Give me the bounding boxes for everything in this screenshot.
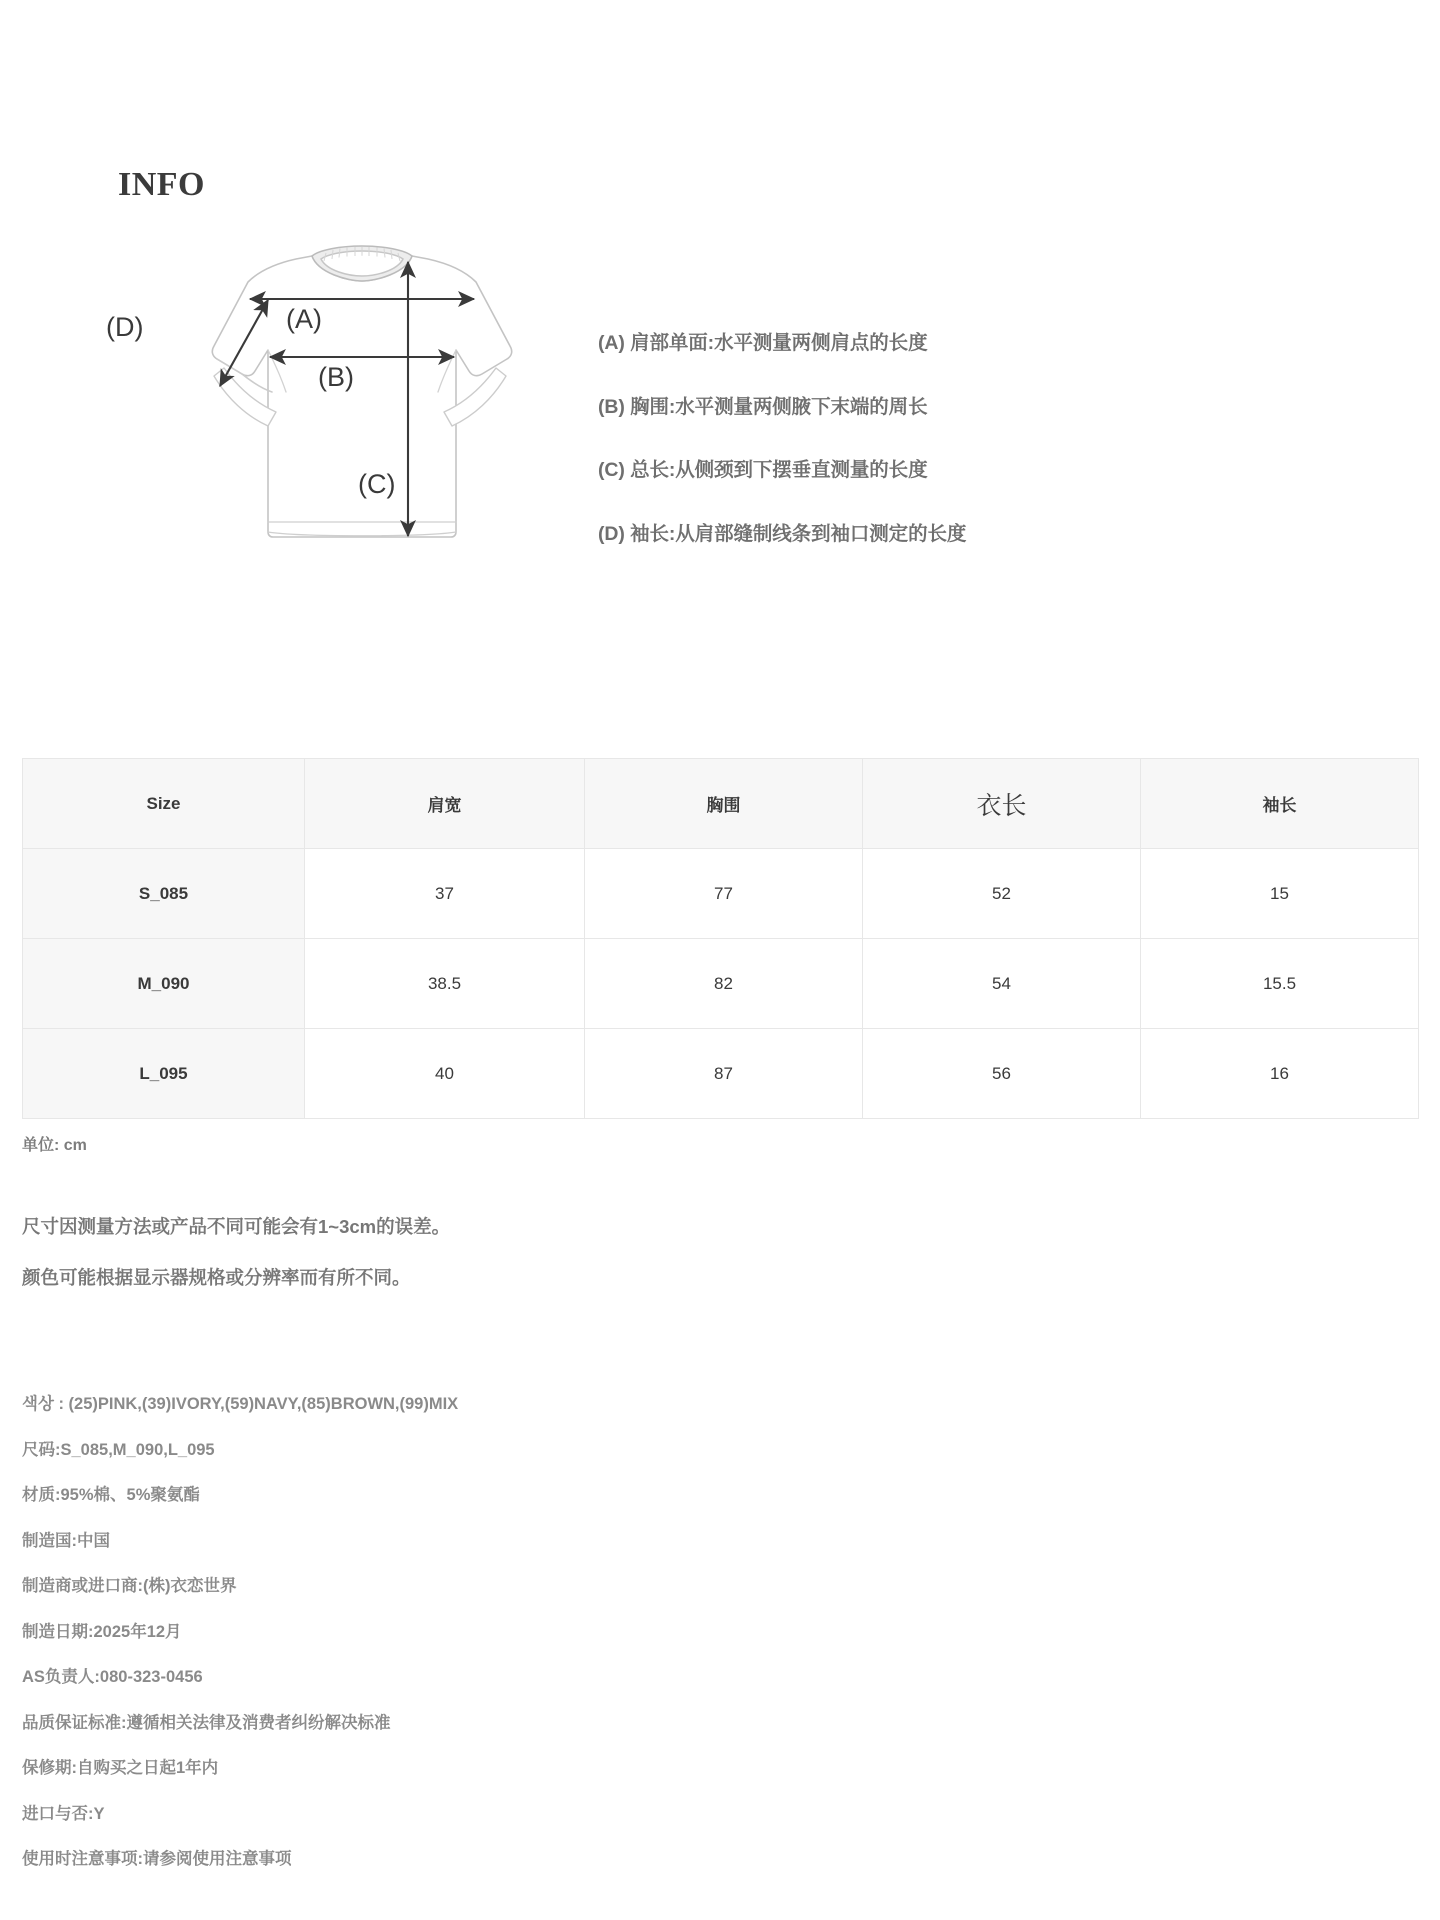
cell-length: 52 (863, 849, 1141, 939)
note-measurement-tolerance: 尺寸因测量方法或产品不同可能会有1~3cm的误差。 (22, 1216, 451, 1237)
column-header-sleeve: 袖长 (1141, 759, 1419, 849)
cell-chest: 82 (585, 939, 863, 1029)
cell-size: L_095 (23, 1029, 305, 1119)
unit-note: 单位: cm (22, 1137, 87, 1154)
legend-line-d: (D) 袖长:从肩部缝制线条到袖口测定的长度 (598, 522, 967, 545)
tshirt-measurement-diagram (100, 240, 520, 640)
legend-line-a: (A) 肩部单面:水平测量两侧肩点的长度 (598, 332, 928, 354)
cell-shoulder: 38.5 (305, 939, 585, 1029)
spec-manufacture-date: 制造日期:2025年12月 (22, 1622, 182, 1641)
cell-shoulder: 40 (305, 1029, 585, 1119)
spec-imported: 进口与否:Y (22, 1804, 105, 1823)
diagram-label-b: (B) (318, 362, 354, 392)
cell-sleeve: 15.5 (1141, 939, 1419, 1029)
spec-country-of-manufacture: 制造国:中国 (22, 1531, 110, 1550)
diagram-label-d: (D) (106, 312, 144, 342)
cell-shoulder: 37 (305, 849, 585, 939)
spec-manufacturer-importer: 制造商或进口商:(株)衣恋世界 (22, 1577, 237, 1595)
spec-sizes: 尺码:S_085,M_090,L_095 (22, 1440, 215, 1459)
column-header-length: 衣长 (863, 759, 1141, 849)
note-color-variance: 颜色可能根据显示器规格或分辨率而有所不同。 (22, 1266, 411, 1288)
diagram-label-c: (C) (358, 469, 396, 499)
cell-length: 56 (863, 1029, 1141, 1119)
legend-line-c: (C) 总长:从侧颈到下摆垂直测量的长度 (598, 459, 928, 481)
size-chart-table (22, 758, 1419, 1119)
spec-material: 材质:95%棉、5%聚氨酯 (22, 1486, 200, 1504)
table-row (23, 939, 1419, 1029)
spec-quality-standard: 品质保证标准:遵循相关法律及消费者纠纷解决标准 (22, 1713, 391, 1732)
spec-as-contact: AS负责人:080-323-0456 (22, 1668, 203, 1686)
disclaimer-notes (22, 1218, 922, 1287)
column-header-shoulder: 肩宽 (305, 759, 585, 849)
spec-colors: 색상 : (25)PINK,(39)IVORY,(59)NAVY,(85)BROWN,(99)MIX (22, 1395, 459, 1413)
table-row (23, 849, 1419, 939)
measurement-legend (598, 334, 1238, 544)
product-spec-list (22, 1396, 1022, 1868)
cell-chest: 87 (585, 1029, 863, 1119)
spec-warranty-period: 保修期:自购买之日起1年内 (22, 1759, 219, 1777)
table-header-row (23, 759, 1419, 849)
cell-sleeve: 16 (1141, 1029, 1419, 1119)
cell-length: 54 (863, 939, 1141, 1029)
cell-size: M_090 (23, 939, 305, 1029)
cell-size: S_085 (23, 849, 305, 939)
column-header-chest: 胸围 (585, 759, 863, 849)
diagram-label-a: (A) (286, 304, 322, 334)
page-title: INFO (118, 166, 205, 203)
cell-chest: 77 (585, 849, 863, 939)
table-row (23, 1029, 1419, 1119)
legend-line-b: (B) 胸围:水平测量两侧腋下末端的周长 (598, 395, 928, 418)
column-header-size: Size (23, 759, 305, 849)
cell-sleeve: 15 (1141, 849, 1419, 939)
spec-usage-precautions: 使用时注意事项:请参阅使用注意事项 (22, 1850, 292, 1868)
